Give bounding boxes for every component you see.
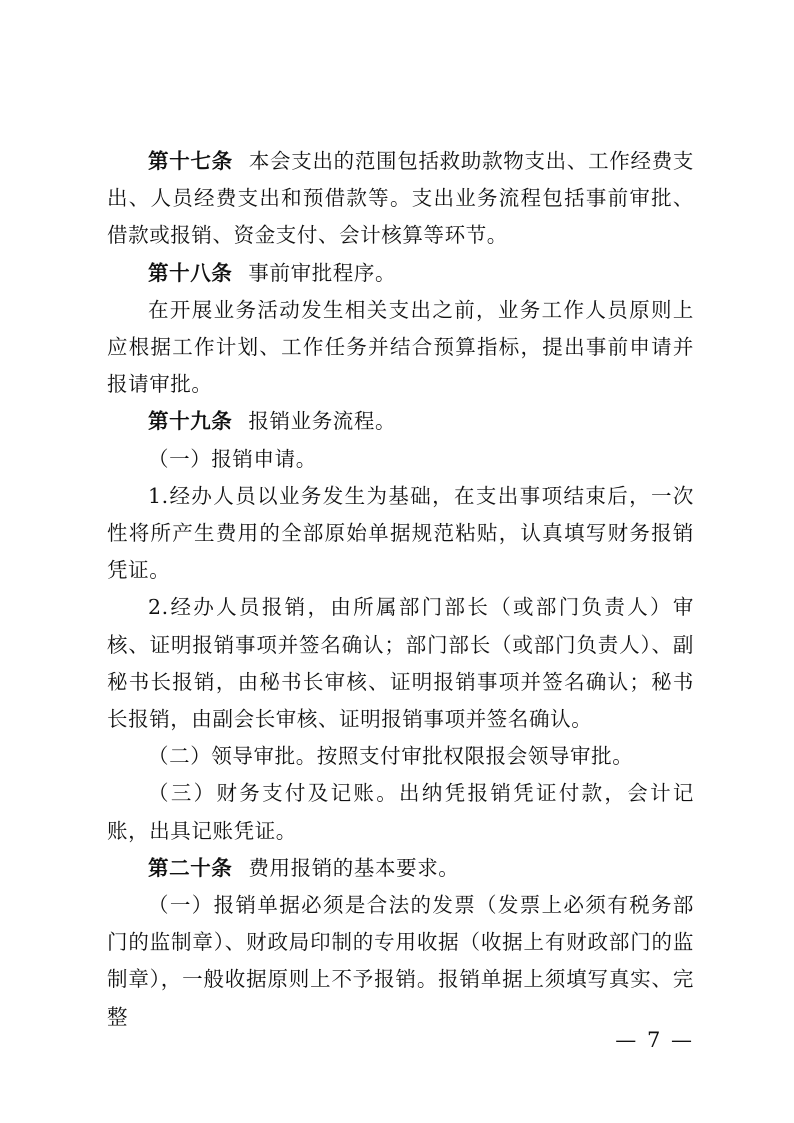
paragraph-text: 事前审批程序。: [248, 260, 397, 285]
paragraph-text: 费用报销的基本要求。: [248, 855, 460, 880]
paragraph-text: （一）报销单据必须是合法的发票（发票上必须有税务部门的监制章）、财政局印制的专用收据（收据上有财政部门的监制章），一般收据原则上不予报销。报销单据上须填写真实、完整: [107, 893, 694, 1029]
paragraph-text: （一）报销申请。: [148, 446, 317, 471]
paragraph-article-19: [107, 403, 694, 440]
document-body: [107, 143, 694, 1036]
paragraph: [107, 441, 694, 478]
paragraph: [107, 292, 694, 404]
article-heading: 第十七条: [148, 149, 233, 173]
paragraph-text: 在开展业务活动发生相关支出之前，业务工作人员原则上应根据工作计划、工作任务并结合预算指标，提出事前申请并报请审批。: [107, 297, 694, 397]
paragraph-text: （三）财务支付及记账。出纳凭报销凭证付款，会计记账，出具记账凭证。: [107, 781, 694, 843]
paragraph: [107, 775, 694, 849]
paragraph-article-17: [107, 143, 694, 255]
paragraph: [107, 738, 694, 775]
paragraph-text: 2.经办人员报销，由所属部门部长（或部门负责人）审核、证明报销事项并签名确认；部门部长（或部门负责人）、副秘书长报销，由秘书长审核、证明报销事项并签名确认；秘书长报销，由副会长审核、证明报销事项并签名确认。: [107, 595, 694, 732]
paragraph-article-20: [107, 850, 694, 887]
article-heading: 第十八条: [148, 260, 233, 285]
article-heading: 第二十条: [148, 855, 233, 880]
paragraph: [107, 478, 694, 590]
article-heading: 第十九条: [148, 409, 233, 434]
paragraph-text: 报销业务流程。: [248, 409, 397, 434]
paragraph-text: （二）领导审批。按照支付审批权限报会领导审批。: [148, 744, 634, 769]
paragraph-text: 本会支出的范围包括救助款物支出、工作经费支出、人员经费支出和预借款等。支出业务流程包括事前审批、借款或报销、资金支付、会计核算等环节。: [107, 149, 694, 248]
paragraph-text: 1.经办人员以业务发生为基础，在支出事项结束后，一次性将所产生费用的全部原始单据规范粘贴，认真填写财务报销凭证。: [107, 483, 694, 583]
page-number: — 7 —: [615, 1028, 694, 1052]
paragraph: [107, 589, 694, 738]
paragraph: [107, 887, 694, 1036]
paragraph-article-18: [107, 255, 694, 292]
